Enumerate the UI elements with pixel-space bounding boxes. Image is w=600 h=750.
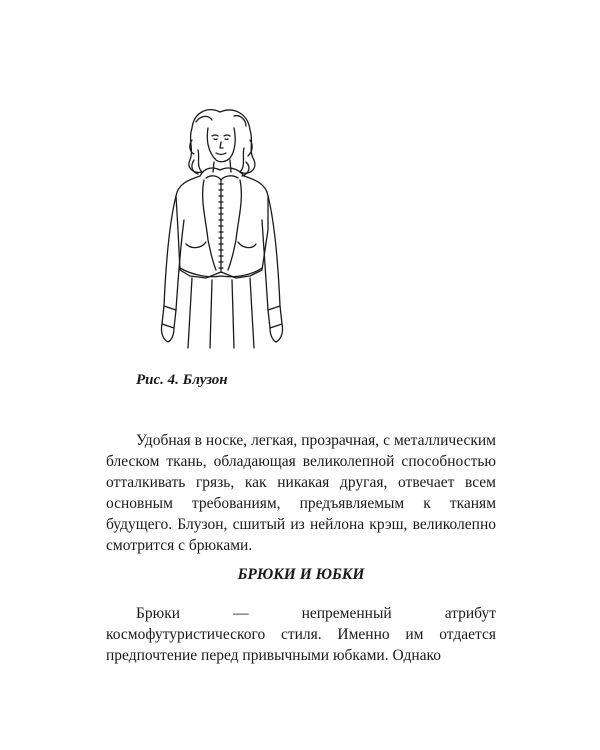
paragraph-text: Брюки — непременный атрибут космофутуристического стиля. Именно им отдается предпочтение перед привычными юбками. Однако xyxy=(106,605,496,664)
woman-in-zip-jacket-drawing-icon xyxy=(150,100,310,350)
paragraph-text: Удобная в носке, легкая, прозрачная, с металлическим блеском ткань, обладающая великолепной способностью отталкивать грязь, как никакая другая, отвечает всем основным требованиям, предъявляемым к тканям будущего. Блузон, сшитый из нейлона крэш, великолепно смотрится с брюками. xyxy=(106,432,496,554)
figure-caption: Рис. 4. Блузон xyxy=(136,372,228,388)
section-heading: БРЮКИ И ЮБКИ xyxy=(237,566,365,583)
body-paragraph-2 xyxy=(106,603,496,666)
body-paragraph-1 xyxy=(106,430,496,556)
fashion-illustration xyxy=(150,100,310,350)
